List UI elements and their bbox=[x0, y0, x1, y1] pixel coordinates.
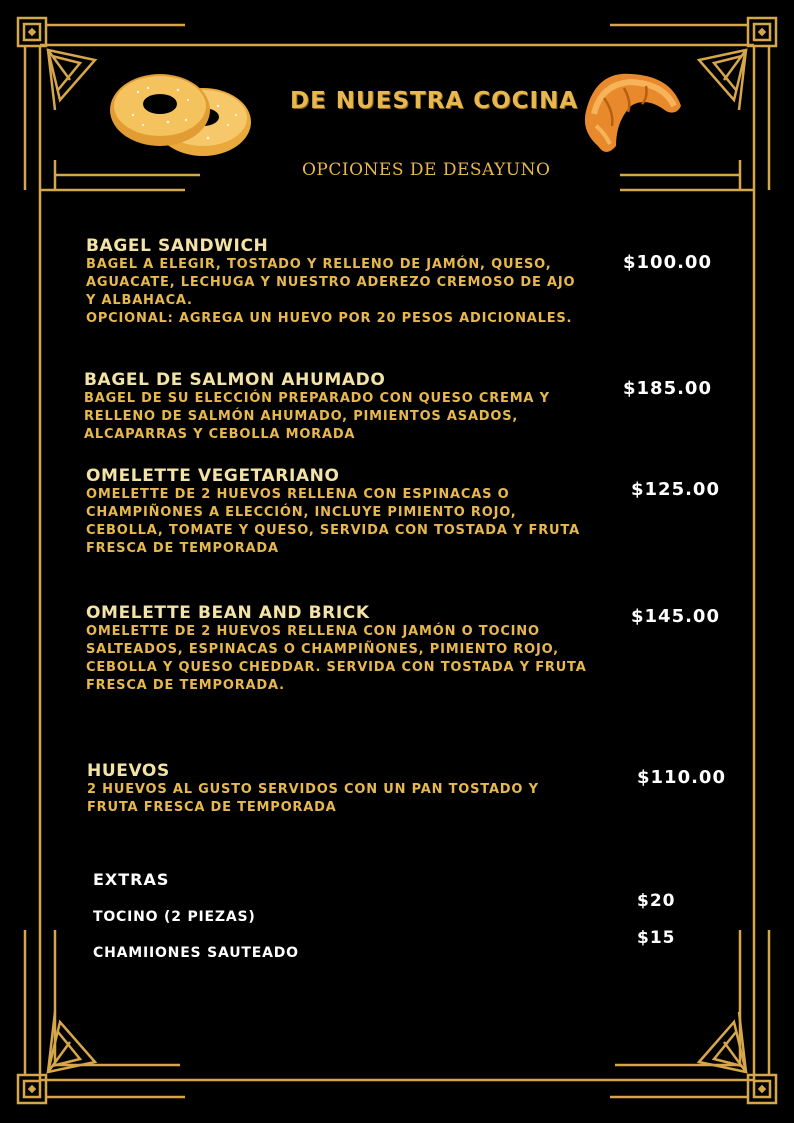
bagels-image bbox=[108, 70, 253, 160]
menu-item-omelette-bean-brick bbox=[86, 604, 631, 695]
menu-item-name: HUEVOS bbox=[87, 761, 170, 781]
menu-item-omelette-vegetariano bbox=[86, 467, 626, 558]
extra-item-price: $20 bbox=[637, 891, 676, 911]
menu-item-price: $100.00 bbox=[623, 252, 712, 273]
menu-item-huevos bbox=[87, 762, 627, 817]
menu-item-name: OMELETTE BEAN AND BRICK bbox=[86, 603, 370, 623]
croissant-image bbox=[576, 66, 686, 158]
menu-item-name: BAGEL SANDWICH bbox=[86, 236, 269, 256]
menu-item-bagel-salmon bbox=[84, 371, 624, 444]
extras-title: EXTRAS bbox=[93, 870, 170, 889]
menu-item-description: OMELETTE DE 2 HUEVOS RELLENA CON ESPINACAS O CHAMPIÑONES A ELECCIÓN, INCLUYE PIMIENTO ROJO, CEBOLLA, TOMATE Y QUESO, SERVIDA CON TOSTADA Y FRUTA FRESCA DE TEMPORADA bbox=[86, 487, 580, 556]
extra-item-name: TOCINO (2 PIEZAS) bbox=[93, 909, 256, 925]
extra-item-name: CHAMIIONES SAUTEADO bbox=[93, 945, 299, 961]
menu-item-price: $145.00 bbox=[631, 606, 720, 627]
menu-item-price: $110.00 bbox=[637, 767, 726, 788]
menu-item-description: 2 HUEVOS AL GUSTO SERVIDOS CON UN PAN TOSTADO Y FRUTA FRESCA DE TEMPORADA bbox=[87, 782, 539, 815]
menu-item-price: $125.00 bbox=[631, 479, 720, 500]
menu-item-price: $185.00 bbox=[623, 378, 712, 399]
menu-item-description: BAGEL A ELEGIR, TOSTADO Y RELLENO DE JAMÓN, QUESO, AGUACATE, LECHUGA Y NUESTRO ADEREZO CREMOSO DE AJO Y ALBAHACA. OPCIONAL: AGREGA UN HUEVO POR 20 PESOS ADICIONALES. bbox=[86, 257, 576, 326]
menu-title: DE NUESTRA COCINA bbox=[290, 88, 579, 114]
extra-item-price: $15 bbox=[637, 928, 676, 948]
menu-item-name: OMELETTE VEGETARIANO bbox=[86, 466, 340, 486]
menu-subtitle: OPCIONES DE DESAYUNO bbox=[302, 160, 551, 180]
menu-item-description: OMELETTE DE 2 HUEVOS RELLENA CON JAMÓN O TOCINO SALTEADOS, ESPINACAS O CHAMPIÑONES, PIMIENTO ROJO, CEBOLLA Y QUESO CHEDDAR. SERVIDA CON TOSTADA Y FRUTA FRESCA DE TEMPORADA. bbox=[86, 624, 587, 693]
menu-item-description: BAGEL DE SU ELECCIÓN PREPARADO CON QUESO CREMA Y RELLENO DE SALMÓN AHUMADO, PIMIENTOS ASADOS, ALCAPARRAS Y CEBOLLA MORADA bbox=[84, 391, 550, 442]
menu-item-name: BAGEL DE SALMON AHUMADO bbox=[84, 370, 386, 390]
menu-item-bagel-sandwich bbox=[86, 237, 626, 328]
